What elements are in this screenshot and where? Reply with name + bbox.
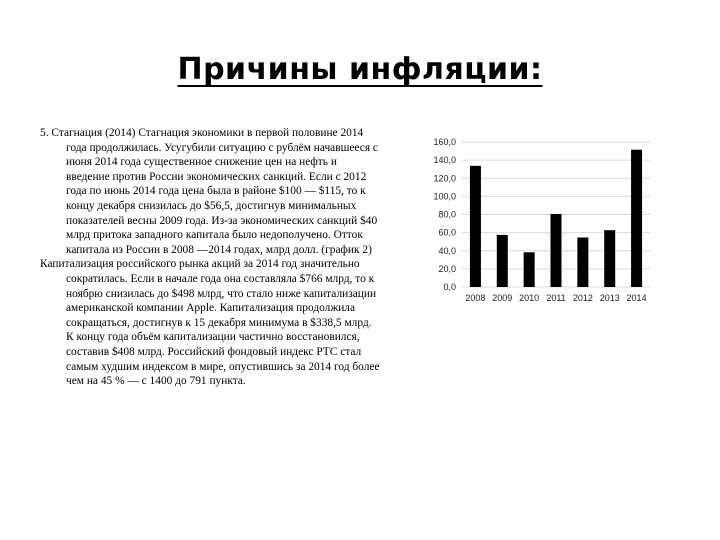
bar-2008 — [470, 166, 481, 287]
bar-2013 — [604, 230, 615, 287]
bar-2011 — [551, 214, 562, 287]
x-tick-label: 2009 — [492, 293, 513, 303]
bar-2014 — [631, 150, 642, 287]
slide-title-text: Причины инфляции: — [177, 52, 543, 87]
bar-2010 — [524, 252, 535, 287]
bar-2012 — [577, 238, 588, 287]
x-tick-label: 2010 — [519, 293, 540, 303]
slide-title — [0, 52, 720, 87]
y-tick-label: 60,0 — [438, 227, 456, 238]
body-text — [40, 126, 380, 389]
y-tick-label: 20,0 — [438, 263, 456, 274]
x-tick-label: 2011 — [546, 293, 566, 303]
y-tick-label: 40,0 — [438, 245, 456, 256]
y-tick-label: 100,0 — [433, 191, 456, 202]
y-tick-label: 120,0 — [433, 173, 456, 184]
x-tick-label: 2008 — [465, 293, 486, 303]
y-tick-label: 0,0 — [443, 282, 456, 292]
y-tick-label: 160,0 — [433, 137, 456, 147]
x-tick-label: 2013 — [599, 293, 620, 303]
paragraph-capitalization: Капитализация российского рынка акций за 2014 год значительно сократилась. Если в начале года она составляла $766 млрд, то к ноябрю снизилась до $498 млрд, что стало ниже капитализации американской компании Apple. Капитализация продолжила сокращаться, достигнув к 15 декабря минимума в $338,5 млрд. К концу года объём капитализации частично восстановился, составив $408 млрд. Российский фондовый индекс РТС стал самым худшим индексом в мире, опустившись за 2014 год более чем на 45 % — с 1400 до 791 пункта. — [40, 258, 380, 388]
capital-outflow-chart — [418, 130, 658, 310]
paragraph-stagnation: 5. Стагнация (2014) Стагнация экономики в первой половине 2014 года продолжилась. Усугубили ситуацию с рублём начавшееся с июня 2014 года существенное снижение цен на нефть и введение против России экономических санкций. Если с 2012 года по июнь 2014 года цена была в районе $100 — $115, то к концу декабря снизилась до $56,5, достигнув минимальных показателей весны 2009 года. Из-за экономических санкций $40 млрд притока западного капитала было недополучено. Отток капитала из России в 2008 —2014 годах, млрд долл. (график 2) — [40, 127, 378, 256]
y-tick-label: 140,0 — [433, 155, 456, 166]
bar-2009 — [497, 235, 508, 287]
x-tick-label: 2014 — [626, 293, 647, 303]
x-tick-label: 2012 — [572, 293, 593, 303]
y-tick-label: 80,0 — [438, 209, 456, 220]
bar-chart-svg — [418, 130, 658, 310]
